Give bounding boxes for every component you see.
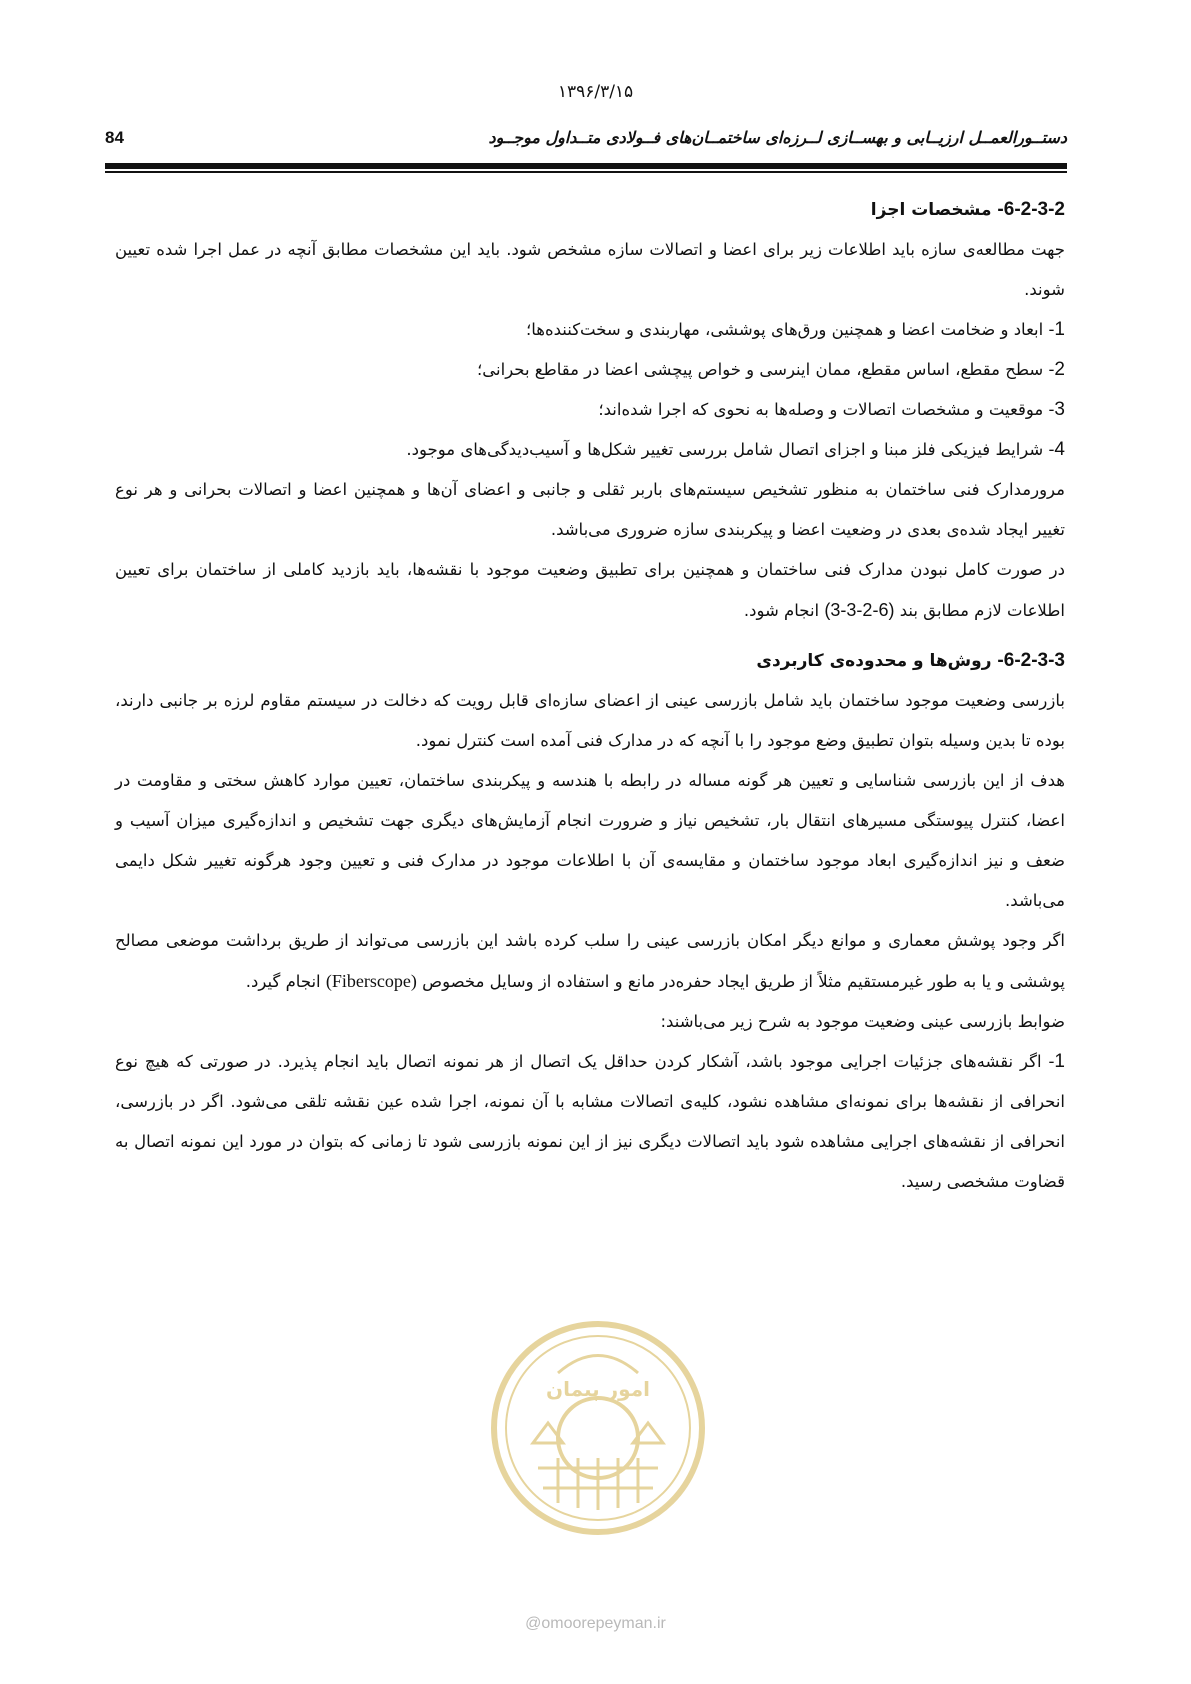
watermark-at-icon: @ (525, 1615, 542, 1632)
page-header (105, 128, 1067, 154)
list-item: 2- سطح مقطع، اساس مقطع، ممان اینرسی و خواص پیچشی اعضا در مقاطع بحرانی؛ (477, 359, 1065, 380)
header-rule-thin (105, 171, 1067, 173)
paragraph (115, 921, 1065, 1002)
paragraph-text: اگر وجود پوشش معماری و موانع دیگر امکان بازرسی عینی را سلب کرده باشد این بازرسی می‌تواند از طریق برداشت موضعی مصالح پوششی و یا به طور غیرمستقیم مثلاً از طریق ایجاد حفره‌در مانع و استفاده از وسایل مخصوص (115, 931, 1065, 991)
paragraph: ضوابط بازرسی عینی وضعیت موجود به شرح زیر می‌باشند: (660, 1012, 1065, 1031)
document-date: ۱۳۹۶/۳/۱۵ (557, 82, 634, 102)
page-number: 84 (105, 128, 124, 147)
list-item: 4- شرایط فیزیکی فلز مبنا و اجزای اتصال شامل بررسی تغییر شکل‌ها و آسیب‌دیدگی‌های موجود. (406, 439, 1065, 460)
stamp-text: امور پیمان (546, 1377, 650, 1401)
section-title: روش‌ها و محدوده‌ی کاربردی (756, 651, 992, 671)
header-rule-thick (105, 163, 1067, 169)
watermark-site (0, 1615, 1191, 1633)
paragraph (115, 550, 1065, 631)
clause-reference: (6-2-3-3) (824, 600, 895, 620)
list-item-text: شرایط فیزیکی فلز مبنا و اجزای اتصال شامل بررسی تغییر شکل‌ها و آسیب‌دیدگی‌های موجود. (406, 440, 1044, 459)
list-item: 1- ابعاد و ضخامت اعضا و همچنین ورق‌های پوششی، مهاربندی و سخت‌کننده‌ها؛ (525, 319, 1065, 340)
latin-term: (Fiberscope) (325, 971, 417, 991)
paragraph-text: انجام شود. (743, 601, 820, 620)
paragraph: جهت مطالعه‌ی سازه باید اطلاعات زیر برای اعضا و اتصالات سازه مشخص شود. باید این مشخصات مطابق آنچه در عمل اجرا شده تعیین شوند. (115, 240, 1065, 299)
watermark-site-text: omoorepeyman.ir (541, 1615, 666, 1632)
list-item: 3- موقعیت و مشخصات اتصالات و وصله‌ها به نحوی که اجرا شده‌اند؛ (598, 399, 1065, 420)
running-title: دستــورالعمــل ارزیــابی و بهســازی لــرزه‌ای ساختمــان‌های فــولادی متــداول موجــود (488, 128, 1067, 147)
section-title: مشخصات اجزا (870, 200, 992, 220)
list-item-number: 1 (1054, 1051, 1065, 1072)
list-item-number: 4 (1054, 439, 1065, 460)
list-item-text: اگر نقشه‌های جزئیات اجرایی موجود باشد، آشکار کردن حداقل یک اتصال از هر نمونه اتصال باید انجام پذیرد. در صورتی که هیچ نوع انحرافی از نقشه‌ها برای نمونه‌ای مشاهده نشود، کلیه‌ی اتصالات مشابه با آن نمونه، اجرا شده عین نقشه تلقی می‌شود. اگر در بازرسی، انحرافی از نقشه‌های اجرایی مشاهده شود باید اتصالات دیگری نیز از این نمونه بازرسی شود تا زمانی که بتوان در مورد این نمونه اتصال به قضاوت مشخصی رسید. (115, 1052, 1065, 1191)
paragraph-text: در صورت کامل نبودن مدارک فنی ساختمان و همچنین برای تطبیق وضعیت موجود با نقشه‌ها، باید بازدید کاملی از ساختمان برای تعیین اطلاعات لازم مطابق بند (115, 560, 1065, 620)
watermark-stamp-icon (488, 1318, 708, 1538)
section-heading (115, 641, 1065, 681)
section-number: 6-2-3-2- (997, 199, 1065, 220)
paragraph: بازرسی وضعیت موجود ساختمان باید شامل بازرسی عینی از اعضای سازه‌ای قابل رویت که دخالت در سیستم مقاوم لرزه بر جانبی دارند، بوده تا بدین وسیله بتوان تطبیق وضع موجود را با آنچه که در مدارک فنی آمده است کنترل نمود. (115, 691, 1065, 750)
paragraph: هدف از این بازرسی شناسایی و تعیین هر گونه مساله در رابطه با هندسه و پیکربندی ساختمان، تعیین موارد کاهش سختی و مقاومت در اعضا، کنترل پیوستگی مسیرهای انتقال بار، تشخیص نیاز و ضرورت انجام آزمایش‌های دیگری جهت تشخیص و اندازه‌گیری میزان آسیب و ضعف و نیز اندازه‌گیری ابعاد موجود ساختمان و مقایسه‌ی آن با اطلاعات موجود در مدارک فنی و تعیین وجود هرگونه تغییر شکل دایمی می‌باشد. (115, 771, 1065, 910)
page-content (115, 190, 1065, 1202)
section-heading (115, 190, 1065, 230)
list-item-number: 3 (1054, 399, 1065, 420)
list-item-text: ابعاد و ضخامت اعضا و همچنین ورق‌های پوششی، مهاربندی و سخت‌کننده‌ها؛ (525, 320, 1044, 339)
paragraph-text: انجام گیرد. (245, 972, 321, 991)
list-item-text: سطح مقطع، اساس مقطع، ممان اینرسی و خواص پیچشی اعضا در مقاطع بحرانی؛ (477, 360, 1044, 379)
list-item: 1- اگر نقشه‌های جزئیات اجرایی موجود باشد، آشکار کردن حداقل یک اتصال از هر نمونه اتصال باید انجام پذیرد. در صورتی که هیچ نوع انحرافی از نقشه‌ها برای نمونه‌ای مشاهده نشود، کلیه‌ی اتصالات مشابه با آن نمونه، اجرا شده عین نقشه تلقی می‌شود. اگر در بازرسی، انحرافی از نقشه‌های اجرایی مشاهده شود باید اتصالات دیگری نیز از این نمونه بازرسی شود تا زمانی که بتوان در مورد این نمونه اتصال به قضاوت مشخصی رسید. (115, 1051, 1065, 1191)
paragraph: مرورمدارک فنی ساختمان به منظور تشخیص سیستم‌های باربر ثقلی و جانبی و اعضای آن‌ها و همچنین اعضا و اتصالات بحرانی و هر نوع تغییر ایجاد شده‌ی بعدی در وضعیت اعضا و پیکربندی سازه ضروری می‌باشد. (115, 480, 1065, 539)
list-item-number: 2 (1054, 359, 1065, 380)
list-item-text: موقعیت و مشخصات اتصالات و وصله‌ها به نحوی که اجرا شده‌اند؛ (598, 400, 1044, 419)
list-item-number: 1 (1054, 319, 1065, 340)
section-number: 6-2-3-3- (997, 650, 1065, 671)
